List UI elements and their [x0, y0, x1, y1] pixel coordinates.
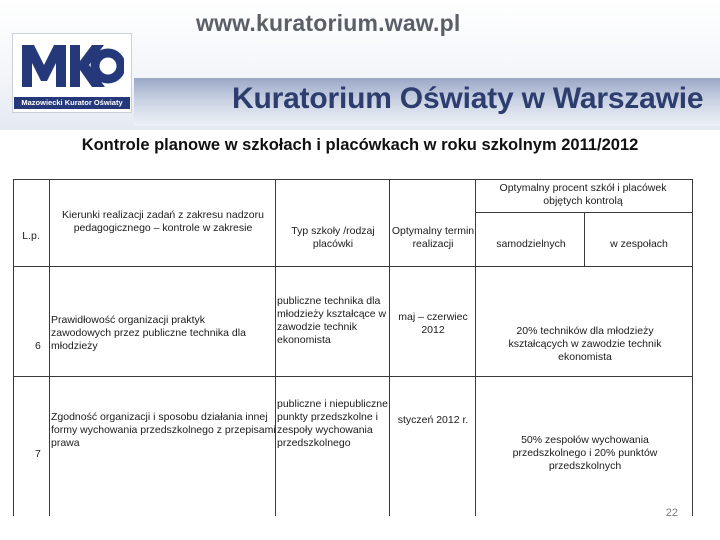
row-divider [13, 266, 693, 267]
table-border-left [13, 179, 14, 516]
table-border-right [692, 179, 693, 516]
inspection-table [13, 179, 693, 516]
row-6-typ: publiczne technika dla młodzieży kształcące w zawodzie technik ekonomista [277, 295, 387, 346]
header-procent: Optymalny procent szkół i placówek objętych kontrolą [499, 182, 667, 207]
col-divider [475, 179, 476, 516]
mko-logo-icon [18, 37, 124, 93]
header-lp: L.p. [22, 230, 40, 242]
document-title: Kontrole planowe w szkołach i placówkach w roku szkolnym 2011/2012 [81, 136, 639, 154]
row-6-procent: 20% techników dla młodzieży kształcących w zawodzie technik ekonomista [508, 325, 662, 363]
header-samodzielnych: samodzielnych [496, 238, 566, 250]
page-number: 22 [665, 507, 678, 519]
col-divider [49, 179, 50, 516]
row-6-termin: maj – czerwiec 2012 [398, 311, 468, 336]
col-divider [275, 179, 276, 516]
logo-caption: Mazowiecki Kurator Oświaty [14, 97, 130, 109]
header-w-zespolach: w zespołach [610, 238, 668, 250]
row-divider [13, 376, 693, 377]
header-termin: Optymalny termin realizacji [391, 225, 475, 250]
org-title: Kuratorium Oświaty w Warszawie [232, 82, 704, 115]
table-border-top [13, 179, 693, 180]
row-7-lp: 7 [35, 448, 41, 460]
header-typ: Typ szkoły /rodzaj placówki [291, 225, 375, 250]
col-divider [389, 179, 390, 516]
row-7-typ: publiczne i niepubliczne punkty przedszkolne i zespoły wychowania przedszkolnego [277, 398, 388, 449]
row-6-lp: 6 [35, 340, 41, 352]
col-divider [584, 212, 585, 266]
row-divider [476, 212, 692, 213]
site-url[interactable]: www.kuratorium.waw.pl [196, 10, 461, 36]
row-7-procent: 50% zespołów wychowania przedszkolnego i 20% punktów przedszkolnych [512, 434, 658, 472]
row-7-termin: styczeń 2012 r. [397, 414, 469, 426]
row-7-kierunki: Zgodność organizacji i sposobu działania innej formy wychowania przedszkolnego z przepisami prawa [51, 411, 276, 449]
header-kierunki: Kierunki realizacji zadań z zakresu nadzoru pedagogicznego – kontrole w zakresie [62, 209, 264, 234]
row-6-kierunki: Prawidłowość organizacji praktyk zawodowych przez publiczne technika dla młodzieży [51, 314, 246, 352]
